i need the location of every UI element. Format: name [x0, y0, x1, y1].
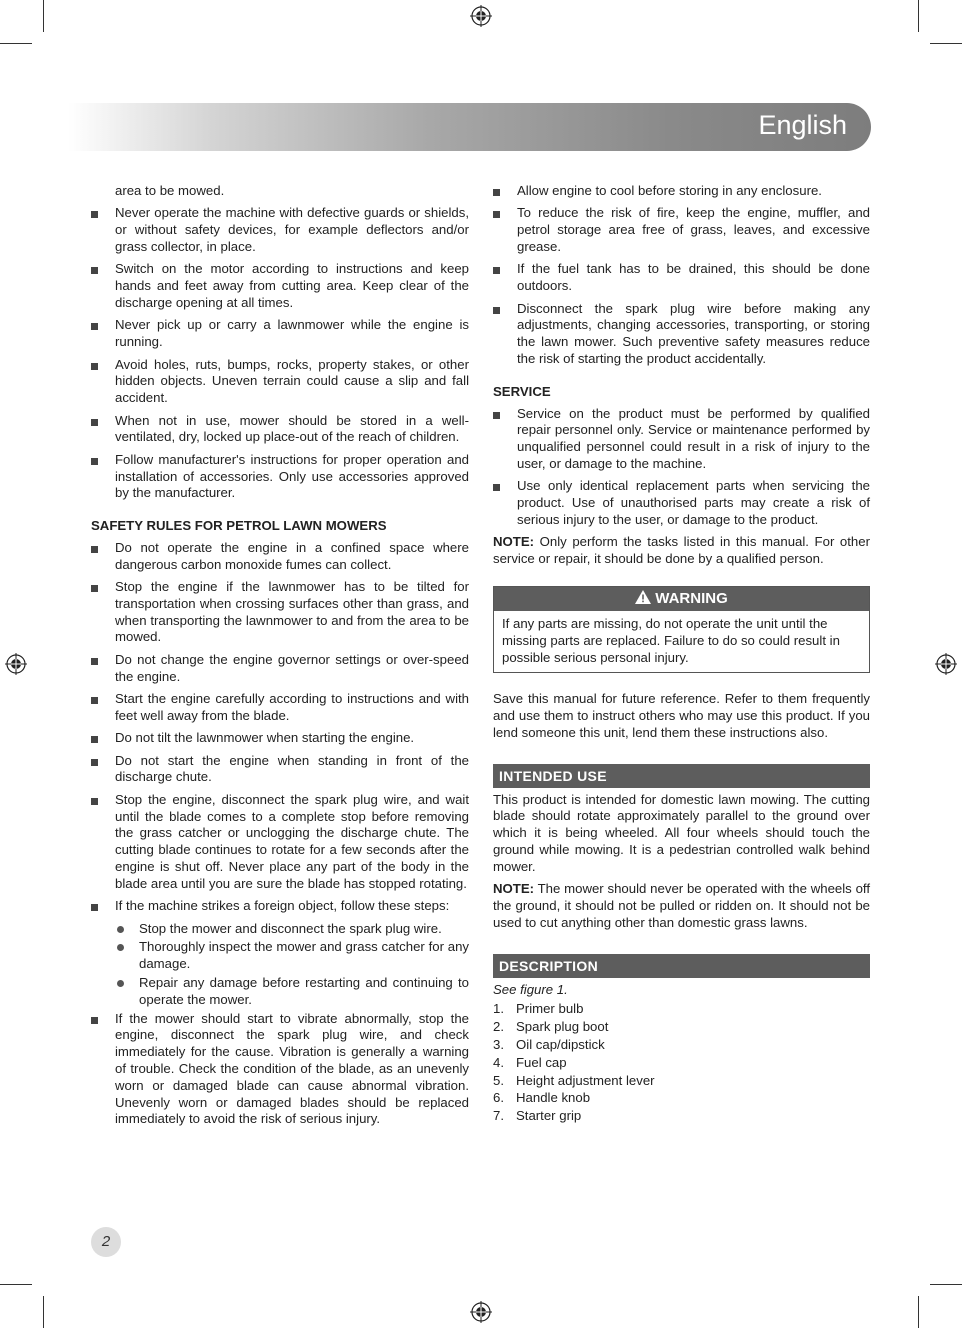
bullet-item: If the machine strikes a foreign object, follow these steps:: [91, 898, 469, 915]
bullet-square-icon: [91, 323, 98, 330]
part-list-item: [493, 1019, 870, 1036]
page-number: 2: [91, 1227, 121, 1257]
bullet-item: Follow manufacturer's instructions for proper operation and installation of accessories. Only use accessories approved by the manufacturer.: [91, 452, 469, 502]
bullet-square-icon: [493, 307, 500, 314]
bullet-square-icon: [91, 697, 98, 704]
bullet-item: Service on the product must be performed by qualified repair personnel only. Service or maintenance performed by unqualified personnel could result in a risk of injury to the user, or damage to the machine.: [493, 406, 870, 473]
part-label: Primer bulb: [516, 1001, 584, 1017]
bullet-item: Use only identical replacement parts when servicing the product. Use of unauthorised parts may create a risk of serious injury to the user, or damage to the product.: [493, 478, 870, 528]
sub-bullet-item: Repair any damage before restarting and continuing to operate the mower.: [115, 975, 469, 1009]
bullet-square-icon: [493, 484, 500, 491]
bullet-square-icon: [91, 798, 98, 805]
language-label: English: [758, 110, 847, 140]
see-figure-text: See figure 1.: [493, 981, 568, 997]
part-number: 3.: [493, 1037, 504, 1053]
save-manual-text: Save this manual for future reference. Refer to them frequently and use them to instruct others who may use this product. If you lend someone this unit, lend them these instructions also.: [493, 691, 870, 740]
bullet-item: Switch on the motor according to instructions and keep hands and feet away from cutting area. Keep clear of the discharge opening at all times.: [91, 261, 469, 311]
bullet-item: Disconnect the spark plug wire before making any adjustments, changing accessories, transporting, or storing the lawn mower. Such preventive safety measures reduce the risk of starting the product accidentally.: [493, 301, 870, 368]
part-label: Height adjustment lever: [516, 1072, 655, 1088]
part-label: Starter grip: [516, 1108, 582, 1124]
warning-text: If any parts are missing, do not operate the unit until the missing parts are replaced. Failure to do so could result in possible serious personal injury.: [502, 615, 840, 665]
part-label: Spark plug boot: [516, 1019, 609, 1035]
note-intended: NOTE: The mower should never be operated with the wheels off the ground, it should not be pulled or ridden on. It should not be used to cut anything other than domestic grass lawns.: [493, 881, 870, 930]
service-heading: SERVICE: [493, 383, 551, 399]
bullet-item: Stop the engine if the lawnmower has to be tilted for transportation when crossing surfaces other than grass, and when transporting the lawnmower to and from the area to be mowed.: [91, 579, 469, 646]
note-service: NOTE: Only perform the tasks listed in this manual. For other service or repair, it should be done by a qualified person.: [493, 534, 870, 567]
part-list-item: [493, 1073, 870, 1090]
part-number: 4.: [493, 1054, 504, 1070]
registration-mark-icon: [470, 1301, 492, 1323]
registration-mark-icon: [935, 653, 957, 675]
language-banner: [68, 103, 871, 151]
part-label: Oil cap/dipstick: [516, 1037, 605, 1053]
bullet-square-icon: [91, 759, 98, 766]
crop-mark: [43, 0, 44, 32]
bullet-dot-icon: [117, 980, 124, 987]
bullet-item: Never operate the machine with defective guards or shields, or without safety devices, for example deflectors and/or grass collector, in place.: [91, 205, 469, 255]
bullet-item: To reduce the risk of fire, keep the engine, muffler, and petrol storage area free of grass, leaves, and excessive grease.: [493, 205, 870, 255]
bullet-item: Do not start the engine when standing in front of the discharge chute.: [91, 753, 469, 787]
part-list-item: [493, 1090, 870, 1107]
sub-bullet-item: Thoroughly inspect the mower and grass catcher for any damage.: [115, 939, 469, 973]
part-list-item: [493, 1108, 870, 1125]
part-list-item: [493, 1001, 870, 1018]
bullet-dot-icon: [117, 926, 124, 933]
bullet-item: Avoid holes, ruts, bumps, rocks, property stakes, or other hidden objects. Uneven terrain could cause a slip and fall accident.: [91, 357, 469, 407]
bullet-square-icon: [91, 419, 98, 426]
registration-mark-icon: [470, 5, 492, 27]
bullet-item: Do not change the engine governor settings or over-speed the engine.: [91, 652, 469, 686]
registration-mark-icon: [5, 653, 27, 675]
part-number: 6.: [493, 1090, 504, 1106]
bullet-square-icon: [91, 211, 98, 218]
bullet-item: When not in use, mower should be stored in a well-ventilated, dry, locked up place-out of the reach of children.: [91, 413, 469, 447]
right-column: [493, 183, 870, 1126]
bullet-square-icon: [91, 736, 98, 743]
bullet-square-icon: [91, 458, 98, 465]
part-label: Handle knob: [516, 1090, 591, 1106]
intended-use-text: This product is intended for domestic lawn mowing. The cutting blade should rotate approximately parallel to the ground over which it is being wheeled. All four wheels should touch the ground while mowing. It is a pedestrian controlled walk behind mower.: [493, 791, 870, 874]
crop-mark: [43, 1296, 44, 1328]
bullet-dot-icon: [117, 944, 124, 951]
part-number: 1.: [493, 1001, 504, 1017]
bullet-item: If the fuel tank has to be drained, this should be done outdoors.: [493, 261, 870, 295]
petrol-safety-heading: SAFETY RULES FOR PETROL LAWN MOWERS: [91, 518, 387, 534]
part-number: 2.: [493, 1019, 504, 1035]
bullet-item: Do not operate the engine in a confined space where dangerous carbon monoxide fumes can collect.: [91, 540, 469, 574]
description-heading: DESCRIPTION: [493, 954, 870, 978]
bullet-square-icon: [493, 189, 500, 196]
crop-mark: [930, 1284, 962, 1285]
bullet-square-icon: [91, 1017, 98, 1024]
bullet-square-icon: [91, 363, 98, 370]
crop-mark: [0, 43, 32, 44]
bullet-item: If the mower should start to vibrate abnormally, stop the engine, disconnect the spark plug wire, and check immediately for the cause. Vibration is generally a warning of trouble. Check the condition of the blade, as an unevenly worn or damaged blade can cause abnormal vibration. Unevenly worn or damaged blades should be replaced immediately to avoid the risk of serious injury.: [91, 1011, 469, 1129]
left-column: [91, 183, 469, 1134]
bullet-item: Never pick up or carry a lawnmower while the engine is running.: [91, 317, 469, 351]
bullet-square-icon: [91, 904, 98, 911]
part-number: 5.: [493, 1072, 504, 1088]
part-list-item: [493, 1037, 870, 1054]
intended-use-heading: INTENDED USE: [493, 764, 870, 788]
warning-triangle-icon: [635, 590, 651, 604]
bullet-square-icon: [493, 267, 500, 274]
bullet-square-icon: [493, 412, 500, 419]
bullet-square-icon: [91, 658, 98, 665]
crop-mark: [930, 43, 962, 44]
crop-mark: [918, 1296, 919, 1328]
crop-mark: [918, 0, 919, 32]
bullet-item: Stop the engine, disconnect the spark plug wire, and wait until the blade comes to a complete stop before removing the grass catcher or unclogging the discharge chute. The cutting blade continues to rotate for a few seconds after the engine is shut off. Never place any part of the body in the blade area until you are sure the blade has stopped rotating.: [91, 792, 469, 893]
part-label: Fuel cap: [516, 1054, 567, 1070]
warning-title-bar: WARNING: [494, 587, 869, 611]
bullet-square-icon: [91, 267, 98, 274]
bullet-item: Start the engine carefully according to instructions and with feet well away from the blade.: [91, 691, 469, 725]
bullet-item: Do not tilt the lawnmower when starting the engine.: [91, 730, 469, 747]
part-list-item: [493, 1055, 870, 1072]
bullet-square-icon: [91, 546, 98, 553]
crop-mark: [0, 1284, 32, 1285]
bullet-square-icon: [91, 585, 98, 592]
bullet-square-icon: [493, 211, 500, 218]
bullet-item: Allow engine to cool before storing in any enclosure.: [493, 183, 870, 200]
part-number: 7.: [493, 1108, 504, 1124]
warning-box: [493, 586, 870, 673]
sub-bullet-item: Stop the mower and disconnect the spark plug wire.: [115, 921, 469, 938]
intro-continuation: area to be mowed.: [115, 183, 225, 198]
